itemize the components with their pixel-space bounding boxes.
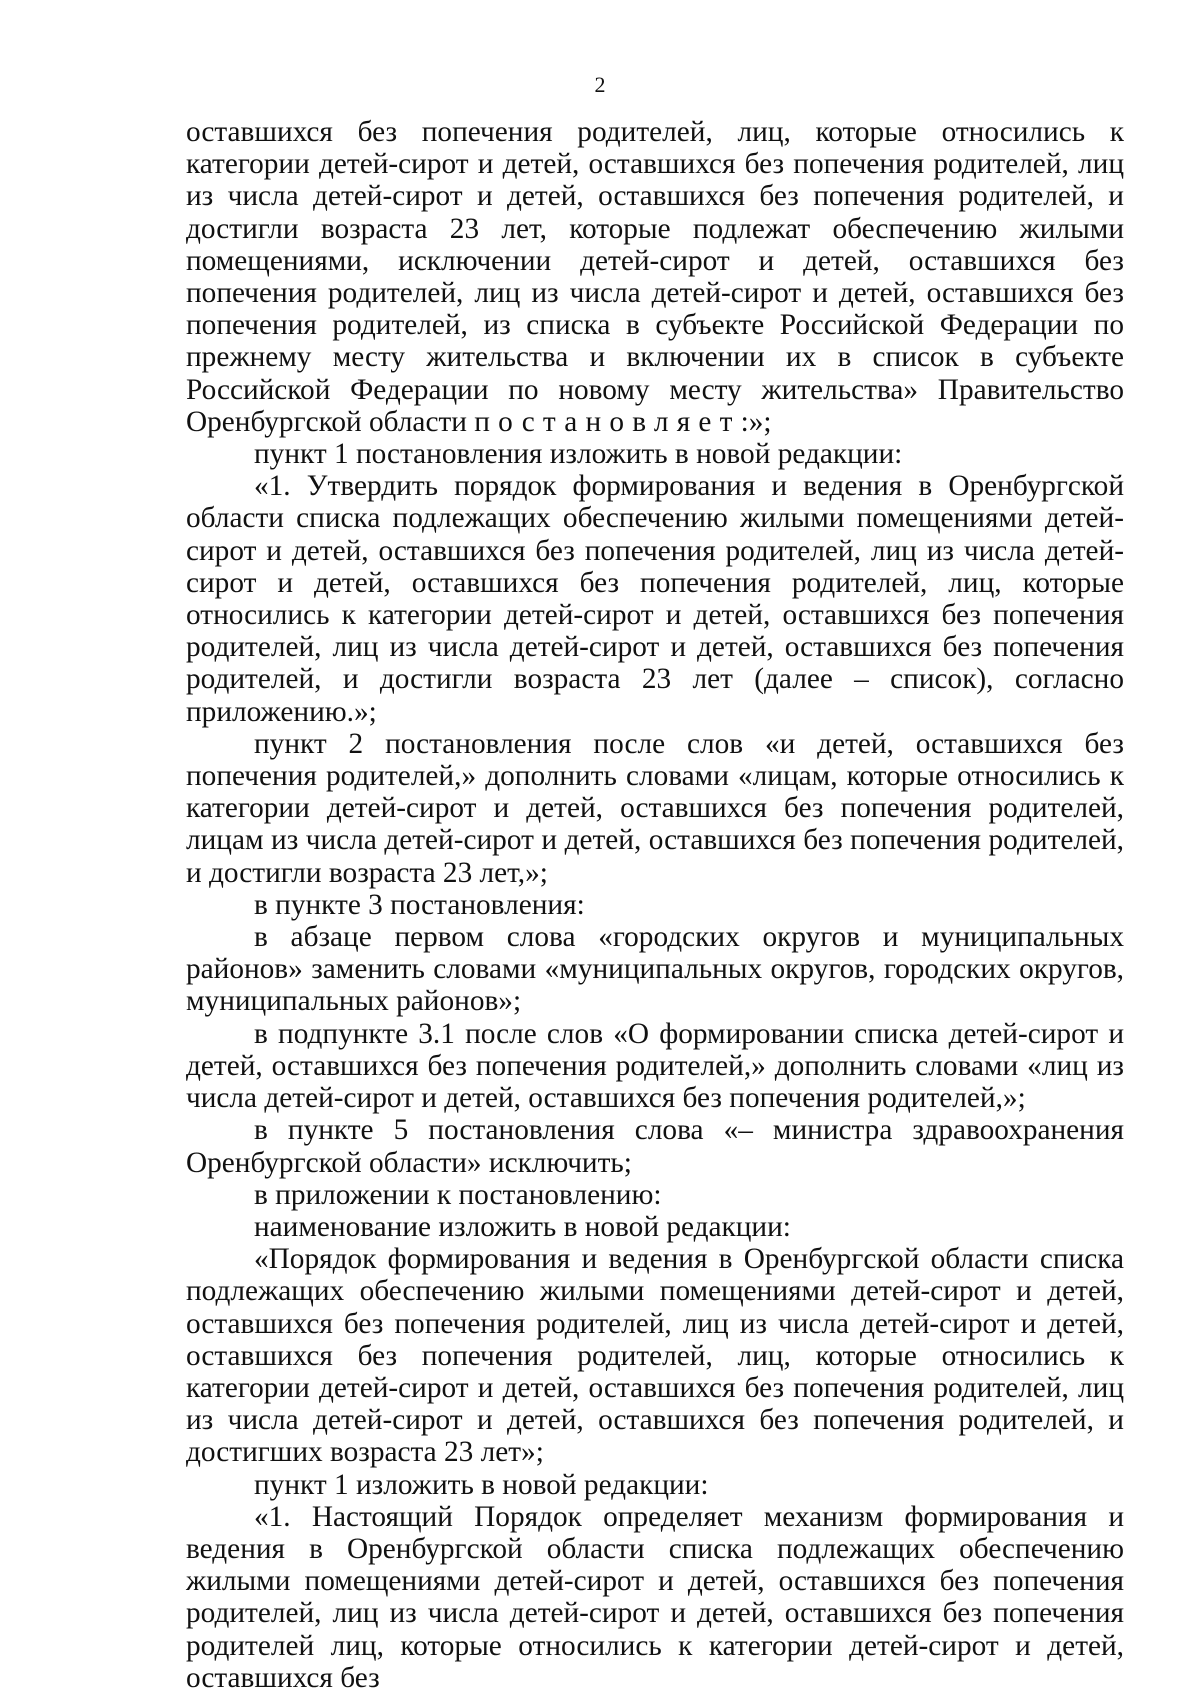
paragraph-13: «1. Настоящий Порядок определяет механизм формирования и ведения в Оренбургской области списка подлежащих обеспечению жилыми помещениями детей-сирот и детей, оставшихся без попечения родителей, лиц из числа детей-сирот и детей, оставшихся без попечения родителей лиц, которые относились к категории детей-сирот и детей, оставшихся без — [186, 1500, 1124, 1694]
paragraph-9: в приложении к постановлению: — [254, 1178, 662, 1211]
page-number: 2 — [594, 72, 606, 97]
paragraph-7: в подпункте 3.1 после слов «О формировании списка детей-сирот и детей, оставшихся без попечения родителей,» дополнить словами «лиц из числа детей-сирот и детей, оставшихся без попечения родителей,»; — [186, 1017, 1124, 1115]
paragraph-10: наименование изложить в новой редакции: — [254, 1210, 791, 1243]
paragraph-1-tail: :»; — [740, 405, 772, 438]
paragraph-12: пункт 1 изложить в новой редакции: — [254, 1468, 709, 1501]
paragraph-6: в абзаце первом слова «городских округов и муниципальных районов» заменить словами «муниципальных округов, городских округов, муниципальных районов»; — [186, 921, 1124, 1018]
paragraph-11: «Порядок формирования и ведения в Оренбургской области списка подлежащих обеспечению жилыми помещениями детей-сирот и детей, оставшихся без попечения родителей, лиц из числа детей-сирот и детей, оставшихся без попечения родителей, лиц, которые относились к категории детей-сирот и детей, оставшихся без попечения родителей, лиц из числа детей-сирот и детей, оставшихся без попечения родителей, и достигших возраста 23 лет»; — [186, 1243, 1124, 1469]
paragraph-5: в пункте 3 постановления: — [254, 888, 585, 921]
paragraph-1-text: оставшихся без попечения родителей, лиц, которые относились к категории детей-сирот и детей, оставшихся без попечения родителей, лиц из числа детей-сирот и детей, оставшихся без попечения родителей, и достигли возраста 23 лет, которые подлежат обеспечению жилыми помещениями, исключении детей-сирот и детей, оставшихся без попечения родителей, лиц из числа детей-сирот и детей, оставшихся без попечения родителей, из списка в субъекте Российской Федерации по прежнему месту жительства и включении их в список в субъекте Российской Федерации по новому месту жительства» Правительство Оренбургской области — [186, 116, 1124, 438]
paragraph-2: пункт 1 постановления изложить в новой редакции: — [254, 438, 903, 471]
paragraph-4: пункт 2 постановления после слов «и детей, оставшихся без попечения родителей,» дополнить словами «лицам, которые относились к категории детей-сирот и детей, оставшихся без попечения родителей, лицам из числа детей-сирот и детей, оставшихся без попечения родителей, и достигли возраста 23 лет,»; — [186, 727, 1124, 889]
paragraph-1-spaced-verb: постановляет — [474, 405, 741, 438]
paragraph-1 — [186, 116, 1124, 438]
paragraph-8: в пункте 5 постановления слова «– министра здравоохранения Оренбургской области» исключить; — [186, 1114, 1124, 1179]
document-body — [186, 116, 1124, 1694]
paragraph-3: «1. Утвердить порядок формирования и ведения в Оренбургской области списка подлежащих обеспечению жилыми помещениями детей-сирот и детей, оставшихся без попечения родителей, лиц из числа детей-сирот и детей, оставшихся без попечения родителей, лиц, которые относились к категории детей-сирот и детей, оставшихся без попечения родителей, лиц из числа детей-сирот и детей, оставшихся без попечения родителей, и достигли возраста 23 лет (далее – список), согласно приложению.»; — [186, 470, 1124, 728]
